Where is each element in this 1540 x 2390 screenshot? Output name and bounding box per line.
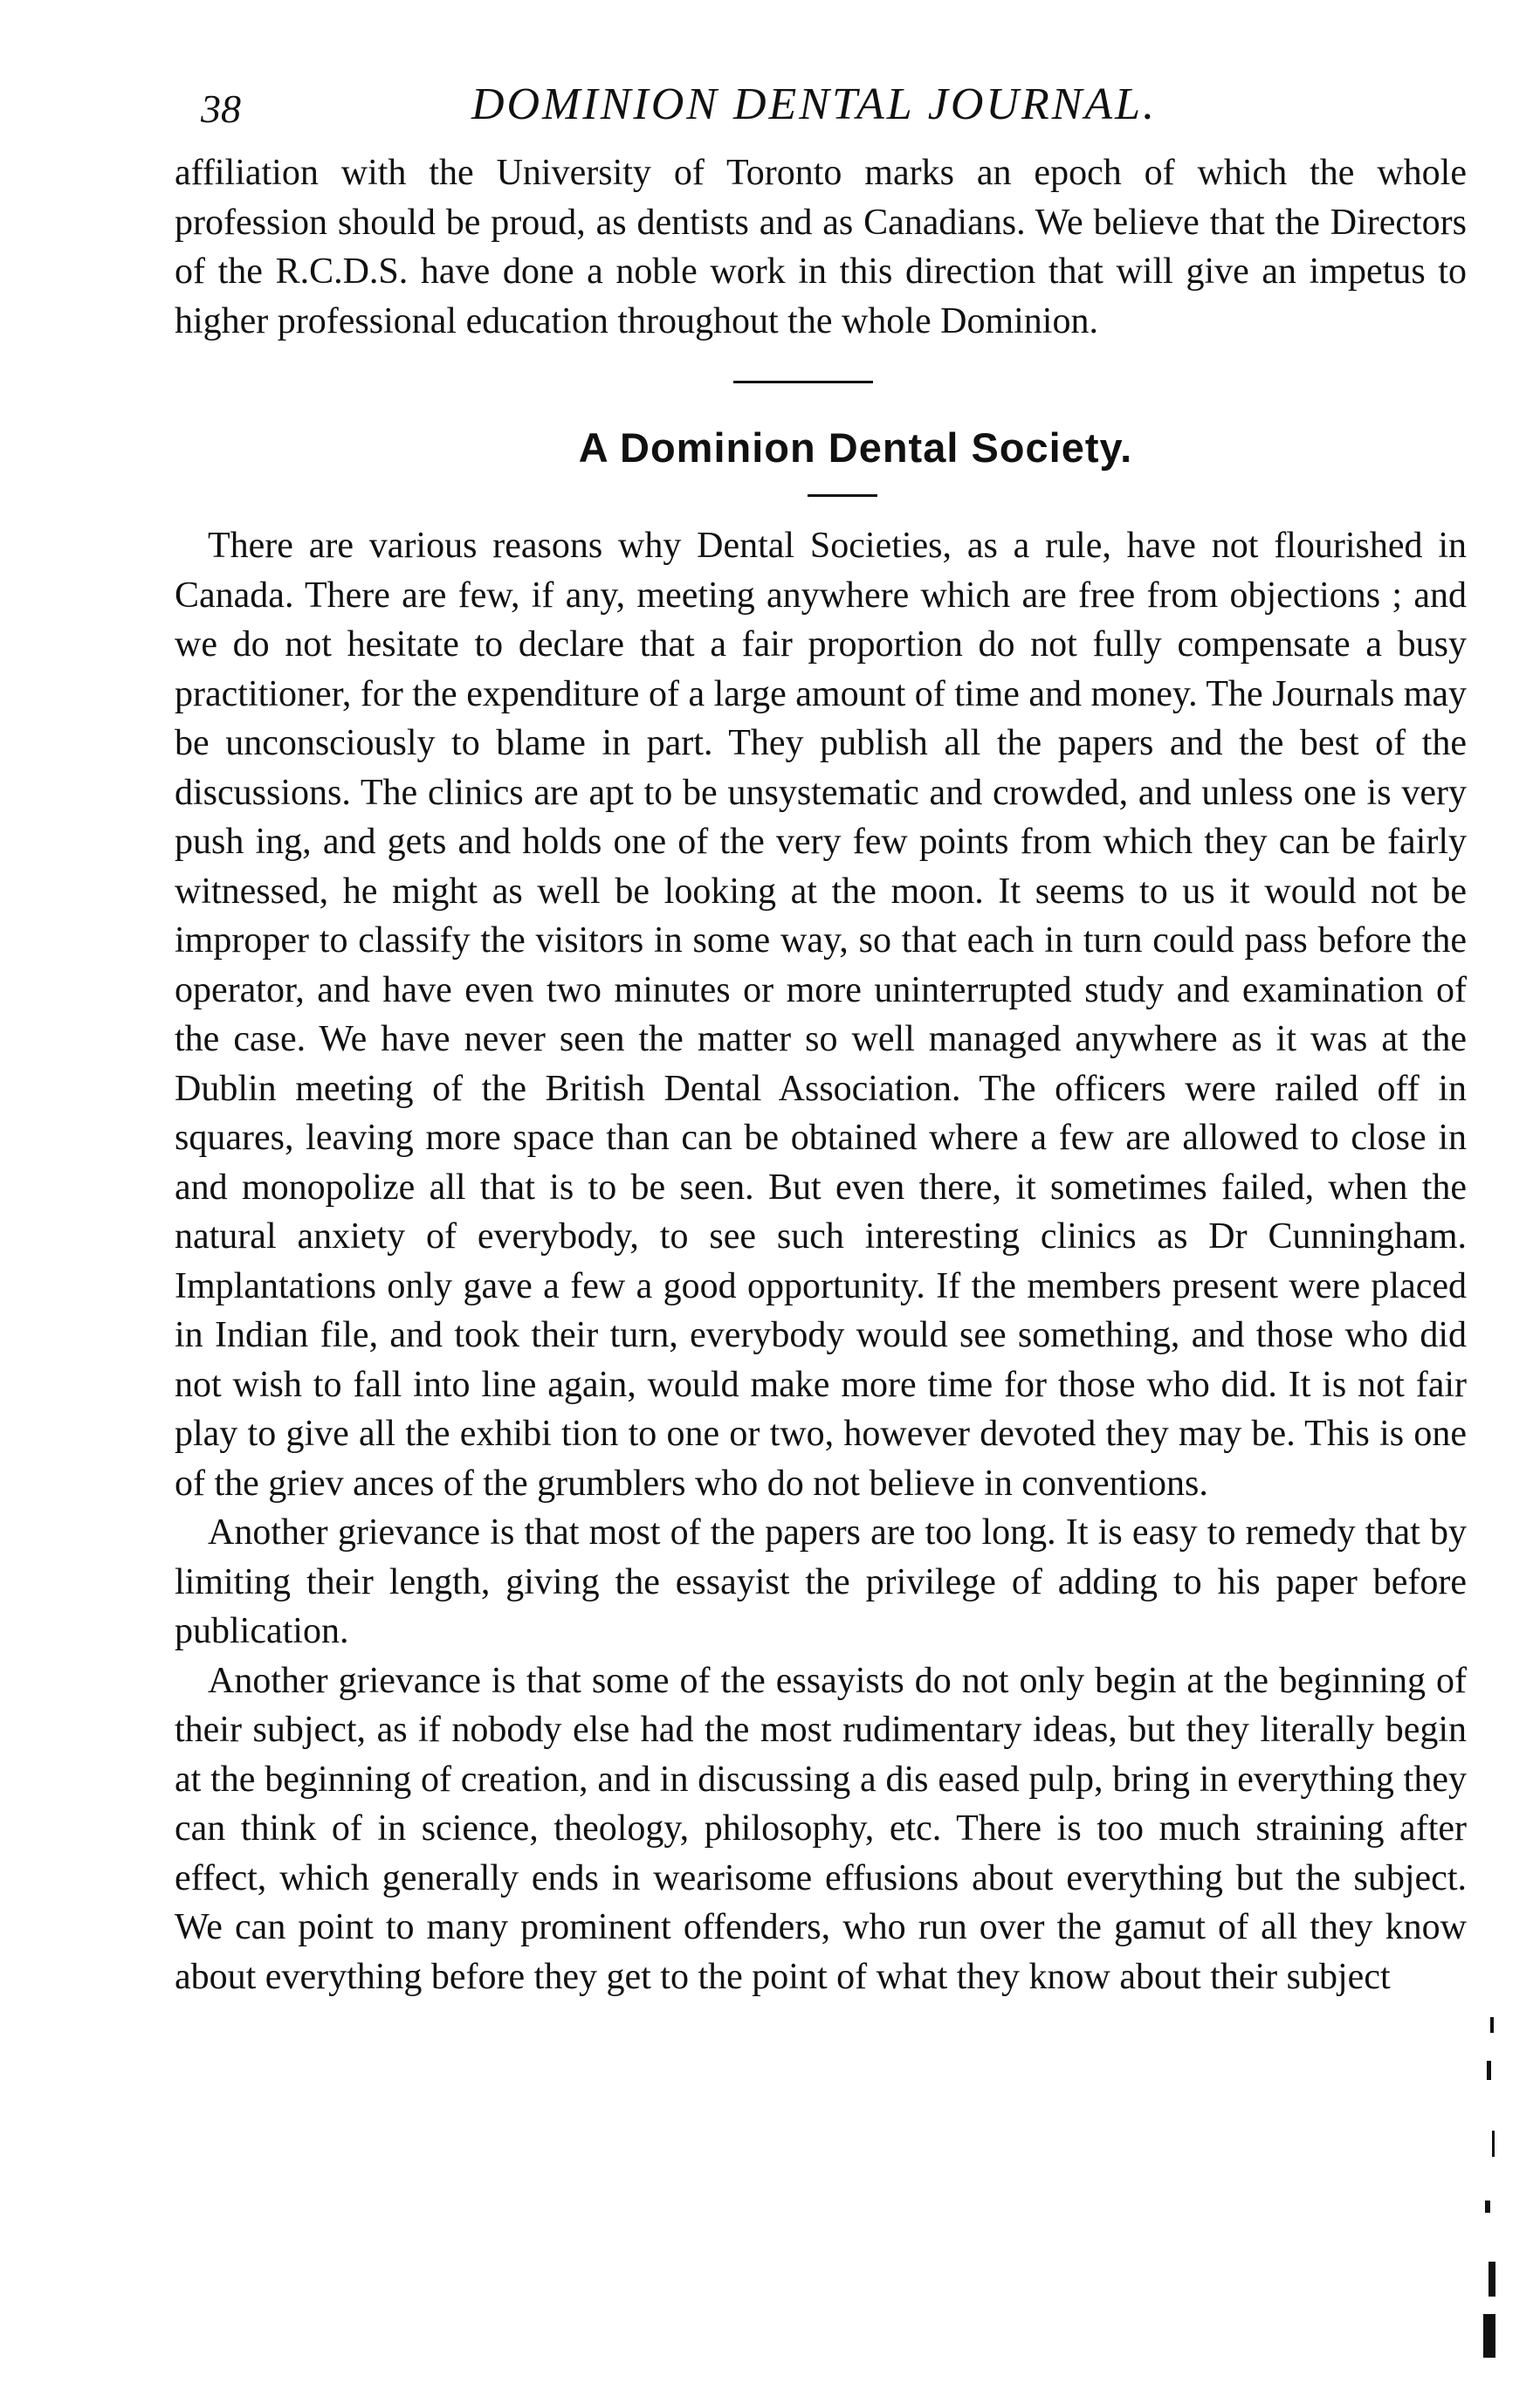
running-head [175, 79, 1467, 148]
article-paragraph: Another grievance is that most of the papers are too long. It is easy to remedy that by limiting their length, giving the essayist the privilege of adding to his paper before publication. [175, 1512, 1467, 1651]
page-number: 38 [201, 86, 241, 131]
journal-title: DOMINION DENTAL JOURNAL. [471, 79, 1158, 129]
article-title: A Dominion Dental Society. [578, 424, 1133, 471]
intro-paragraph: affiliation with the University of Toronto marks an epoch of which the whole profession should be proud, as dentists and as Canadians. We believe that the Directors of the R.C.D.S. have done a noble work in this direction that will give an impetus to higher professional education throughout the whole Dominion. [175, 153, 1467, 341]
journal-page [175, 79, 1467, 2001]
section-divider [733, 381, 873, 383]
article-paragraph: Another grievance is that some of the essayists do not only begin at the beginning of their subject, as if nobody else had the most rudimentary ideas, but they literally begin at the beginning of creation, and in discussing a dis eased pulp, bring in everything they can think of in science, theology, philosophy, etc. There is too much straining after effect, which generally ends in wearisome effusions about everything but the subject. We can point to many prominent offenders, who run over the gamut of all they know about everything before they get to the point of what they know about their subject [175, 1660, 1467, 1997]
title-underline [808, 494, 877, 497]
margin-scan-artifacts [1480, 2000, 1506, 2366]
article-paragraph: There are various reasons why Dental Societies, as a rule, have not flourished in Canada. There are few, if any, meeting anywhere which are free from objections ; and we do not hesitate to declare that a fair proportion do not fully compensate a busy practitioner, for the expenditure of a large amount of time and money. The Journals may be unconsciously to blame in part. They publish all the papers and the best of the discussions. The clinics are apt to be unsystematic and crowded, and unless one is very push ing, and gets and holds one of the very few points from which they can be fairly witnessed, he might as well be looking at the moon. It seems to us it would not be improper to classify the visitors in some way, so that each in turn could pass before the operator, and have even two minutes or more uninterrupted study and examination of the case. We have never seen the matter so well managed anywhere as it was at the Dublin meeting of the British Dental Association. The officers were railed off in squares, leaving more space than can be obtained where a few are allowed to close in and monopolize all that is to be seen. But even there, it sometimes failed, when the natural anxiety of everybody, to see such interesting clinics as Dr Cunningham. Implantations only gave a few a good opportunity. If the members present were placed in Indian file, and took their turn, everybody would see something, and those who did not wish to fall into line again, would make more time for those who did. It is not fair play to give all the exhibi tion to one or two, however devoted they may be. This is one of the griev ances of the grumblers who do not believe in conventions. [175, 526, 1467, 1504]
